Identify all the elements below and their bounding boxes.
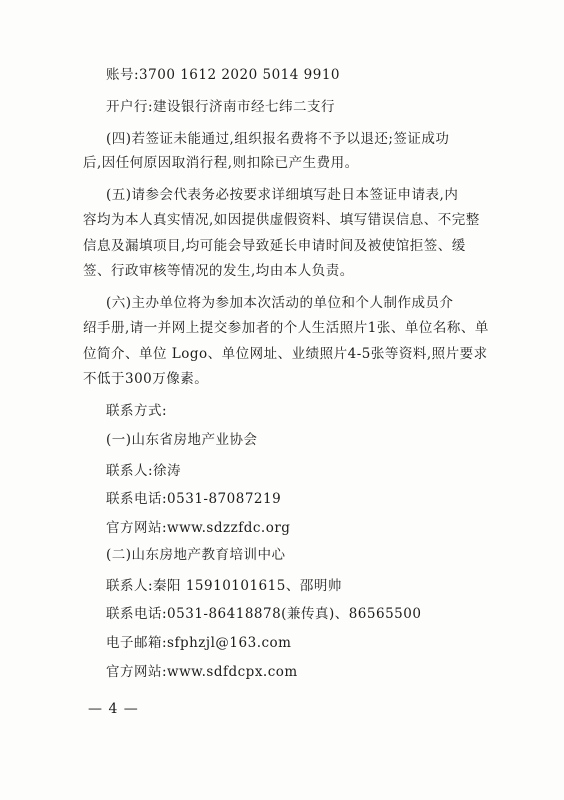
paragraph-5-line-1: (五)请参会代表务必按要求详细填写赴日本签证申请表,内	[106, 187, 459, 203]
org-2-name: (二)山东房地产教育培训中心	[106, 547, 286, 563]
org-1-name: (一)山东省房地产业协会	[106, 432, 258, 448]
org-1-contact-person: 联系人:徐涛	[106, 463, 182, 479]
account-number-line: 账号:3700 1612 2020 5014 9910	[106, 67, 340, 83]
paragraph-5-line-4: 签、行政审核等情况的发生,均由本人负责。	[83, 263, 354, 279]
paragraph-6-line-4: 不低于300万像素。	[83, 371, 209, 387]
org-1-phone: 联系电话:0531-87087219	[106, 491, 282, 507]
bank-line: 开户行:建设银行济南市经七纬二支行	[106, 99, 336, 115]
page-number: — 4 —	[88, 701, 139, 717]
paragraph-6-line-2: 绍手册,请一并网上提交参加者的个人生活照片1张、单位名称、单	[83, 320, 489, 336]
org-2-website: 官方网站:www.sdfdcpx.com	[106, 664, 298, 680]
org-2-contact-person: 联系人:秦阳 15910101615、邵明帅	[106, 578, 342, 594]
paragraph-5-line-3: 信息及漏填项目,均可能会导致延长申请时间及被使馆拒签、缓	[83, 238, 466, 254]
paragraph-4-line-1: (四)若签证未能通过,组织报名费将不予以退还;签证成功	[106, 131, 450, 147]
paragraph-6-line-1: (六)主办单位将为参加本次活动的单位和个人制作成员介	[106, 295, 454, 311]
org-2-email: 电子邮箱:sfphzjl@163.com	[106, 635, 292, 651]
paragraph-4-line-2: 后,因任何原因取消行程,则扣除已产生费用。	[83, 155, 359, 171]
paragraph-6-line-3: 位简介、单位 Logo、单位网址、业绩照片4-5张等资料,照片要求	[83, 346, 488, 362]
org-1-website: 官方网站:www.sdzzfdc.org	[106, 520, 291, 536]
paragraph-5-line-2: 容均为本人真实情况,如因提供虚假资料、填写错误信息、不完整	[83, 212, 480, 228]
org-2-phone: 联系电话:0531-86418878(兼传真)、86565500	[106, 606, 422, 622]
contact-heading: 联系方式:	[106, 403, 168, 419]
